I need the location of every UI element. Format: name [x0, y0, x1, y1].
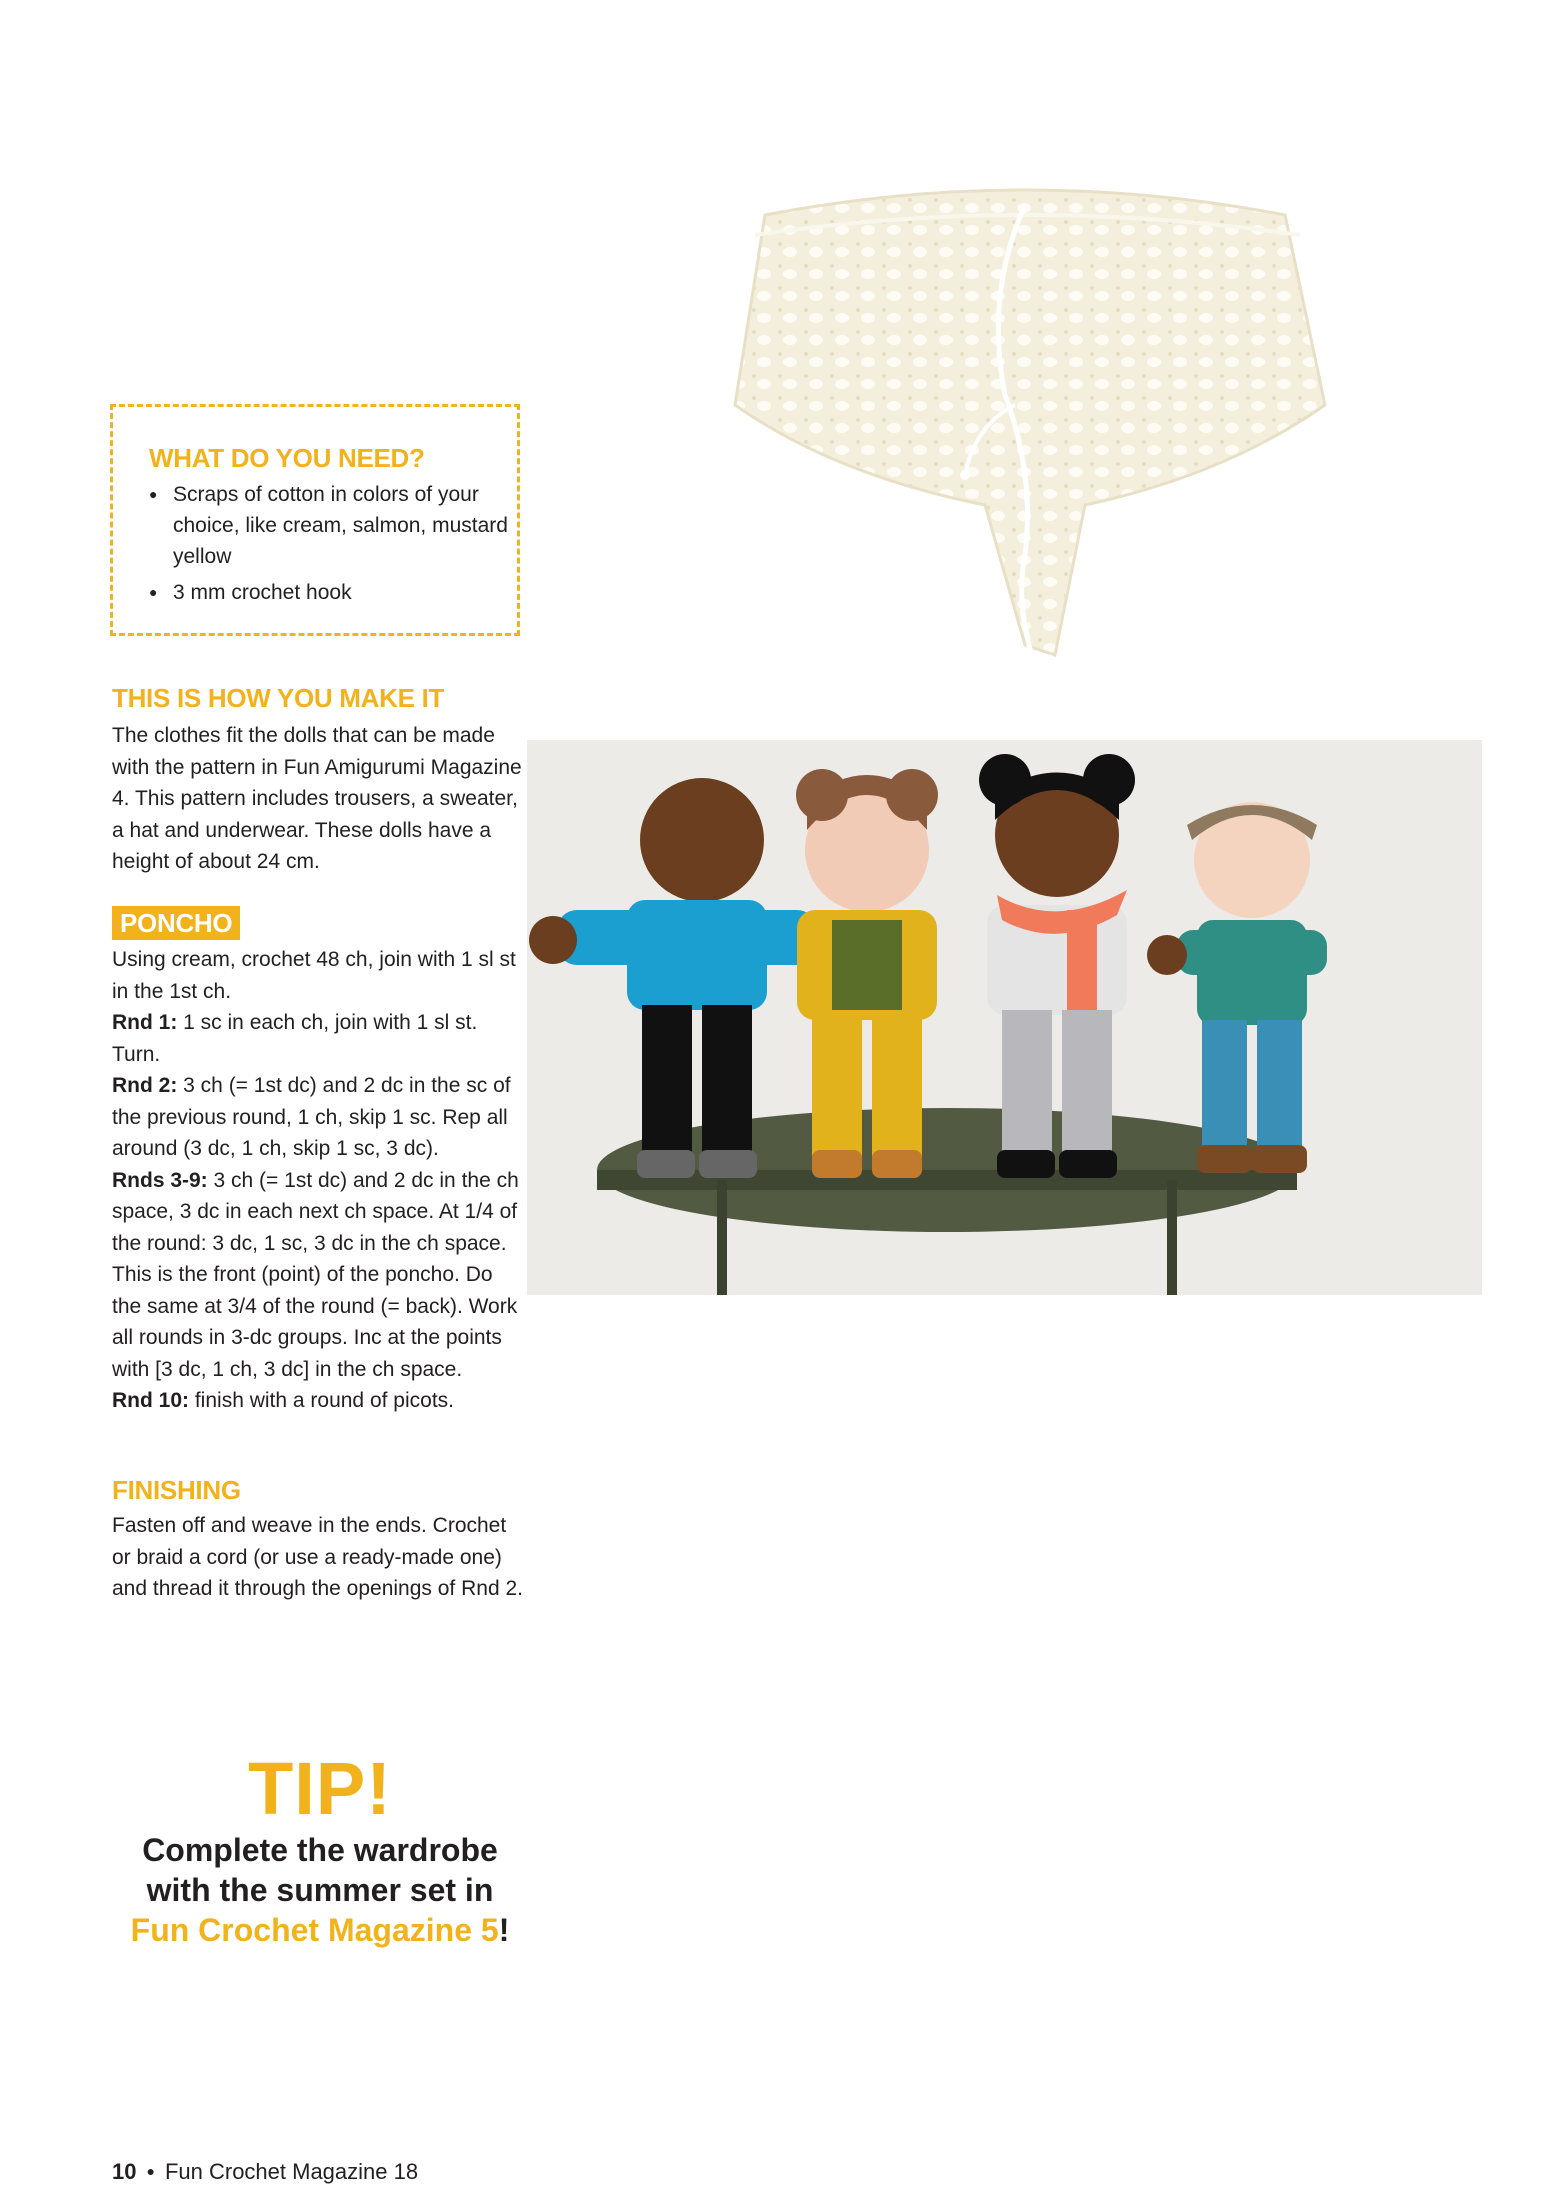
finishing-section [112, 1475, 524, 1605]
round-text: Rnd 2: 3 ch (= 1st dc) and 2 dc in the sc of the previous round, 1 ch, skip 1 sc. Rep all around (3 dc, 1 ch, skip 1 sc, 3 dc). [112, 1074, 511, 1160]
materials-box [110, 404, 520, 636]
poncho-intro: Using cream, crochet 48 ch, join with 1 sl st in the 1st ch. [112, 948, 516, 1003]
magazine-name: Fun Crochet Magazine 18 [164, 2159, 419, 2184]
page-footer [112, 2159, 418, 2185]
tip-callout [110, 1748, 530, 1950]
poncho-section [112, 906, 524, 1417]
dolls-photo [527, 740, 1482, 1295]
round-text: Rnds 3-9: 3 ch (= 1st dc) and 2 dc in the ch space, 3 dc in each next ch space. At 1/4 of the round: 3 dc, 1 sc, 3 dc in the ch space. This is the front (point) of the poncho. Do the same at 3/4 of the round (= back). Work all rounds in 3-dc groups. Inc at the points with [3 dc, 1 ch, 3 dc] in the ch space. [112, 1168, 519, 1381]
section-title: FINISHING [112, 1475, 241, 1505]
tip-title: TIP! [248, 1747, 392, 1830]
bullet-icon: ● [146, 2163, 155, 2179]
materials-list [149, 479, 509, 613]
intro-text: The clothes fit the dolls that can be made with the pattern in Fun Amigurumi Magazine 4. This pattern includes trousers, a sweater, a hat and underwear. These dolls have a height of about 24 cm. [112, 724, 522, 873]
list-item: ● 3 mm crochet hook [149, 577, 509, 608]
tip-line: with the summer set in [146, 1872, 494, 1908]
section-title: THIS IS HOW YOU MAKE IT [112, 683, 445, 713]
page-number: 10 [112, 2159, 137, 2184]
tip-line: Fun Crochet Magazine 5! [130, 1912, 510, 1948]
tip-magazine-reference: Fun Crochet Magazine 5 [130, 1912, 499, 1948]
list-item: ● Scraps of cotton in colors of your choice, like cream, salmon, mustard yellow [149, 479, 509, 572]
materials-title: WHAT DO YOU NEED? [149, 443, 425, 473]
poncho-photo [725, 175, 1335, 695]
round-text: Rnd 1: 1 sc in each ch, join with 1 sl st. Turn. [112, 1011, 478, 1066]
round-text: Rnd 10: finish with a round of picots. [112, 1389, 454, 1412]
finishing-text: Fasten off and weave in the ends. Crochet or braid a cord (or use a ready-made one) and thread it through the openings of Rnd 2. [112, 1514, 523, 1600]
poncho-title-badge: PONCHO [112, 906, 240, 940]
instructions-section [112, 683, 524, 878]
tip-line: Complete the wardrobe [142, 1832, 498, 1868]
